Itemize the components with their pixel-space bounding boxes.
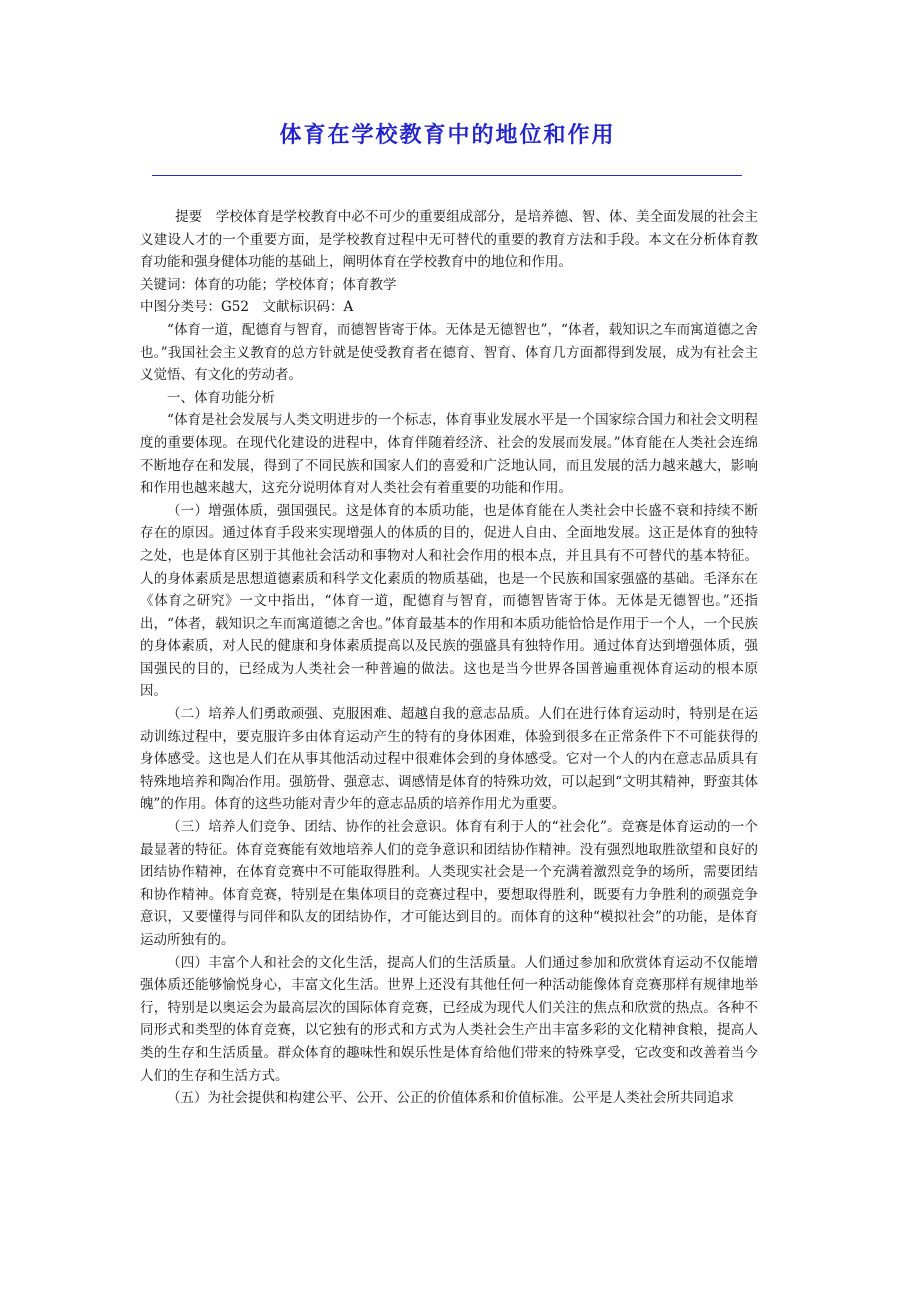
section-heading: 一、体育功能分析 [167, 389, 275, 406]
paragraph: （二）培养人们勇敢顽强、克服困难、超越自我的意志品质。人们在进行体育运动时，特别是在运动训练过程中，要克服许多由体育运动产生的特有的身体困难，体验到很多在正常条件下不可能获得的身体感受。这也是人们在从事其他活动过程中很难体会到的身体感受。它对一个人的内在意志品质具有特殊地培养和陶冶作用。强筋骨、强意志、调感情是体育的特殊功效，可以起到“文明其精神，野蛮其体魄”的作用。体育的这些功能对青少年的意志品质的培养作用尤为重要。 [140, 706, 758, 813]
paragraph: （三）培养人们竞争、团结、协作的社会意识。体育有利于人的“社会化”。竞赛是体育运动的一个最显著的特征。体育竞赛能有效地培养人们的竞争意识和团结协作精神。没有强烈地取胜欲望和良好的团结协作精神，在体育竞赛中不可能取得胜利。人类现实社会是一个充满着激烈竞争的场所，需要团结和协作精神。体育竞赛，特别是在集体项目的竞赛过程中，要想取得胜利，既要有力争胜利的顽强竞争意识，又要懂得与同伴和队友的团结协作，才可能达到目的。而体育的这种“模拟社会”的功能，是体育运动所独有的。 [140, 819, 758, 948]
classification-codes: 中图分类号：G52 文献标识码：A [140, 299, 354, 316]
page-title: 体育在学校教育中的地位和作用 [279, 123, 616, 148]
paragraph: （一）增强体质，强国强民。这是体育的本质功能，也是体育能在人类社会中长盛不衰和持续不断存在的原因。通过体育手段来实现增强人的体质的目的，促进人自由、全面地发展。这正是体育的独特之处，也是体育区别于其他社会活动和事物对人和社会作用的根本点，并且具有不可替代的基本特征。人的身体素质是思想道德素质和科学文化素质的物质基础，也是一个民族和国家强盛的基础。毛泽东在《体育之研究》一文中指出，“体育一道，配德育与智育，而德智皆寄于体。无体是无德智也。”还指出，“体者，载知识之车而寓道德之舍也。”体育最基本的作用和本质功能恰恰是作用于一个人，一个民族的身体素质，对人民的健康和身体素质提高以及民族的强盛具有独特作用。通过体育达到增强体质，强国强民的目的，已经成为人类社会一种普遍的做法。这也是当今世界各国普遍重视体育运动的根本原因。 [140, 502, 758, 700]
title-divider [152, 175, 742, 176]
paragraph: “体育是社会发展与人类文明进步的一个标志，体育事业发展水平是一个国家综合国力和社会文明程度的重要体现。在现代化建设的进程中，体育伴随着经济、社会的发展而发展。”体育能在人类社会连绵不断地存在和发展，得到了不同民族和国家人们的喜爱和广泛地认同，而且发展的活力越来越大，影响和作用也越来越大，这充分说明体育对人类社会有着重要的功能和作用。 [140, 412, 758, 497]
paragraph: （五）为社会提供和构建公平、公开、公正的价值体系和价值标准。公平是人类社会所共同追求 [167, 1090, 734, 1107]
article-body [140, 206, 758, 1110]
abstract: 提要 学校体育是学校教育中必不可少的重要组成部分，是培养德、智、体、美全面发展的社会主义建设人才的一个重要方面，是学校教育过程中无可替代的重要的教育方法和手段。本文在分析体育教育功能和强身健体功能的基础上，阐明体育在学校教育中的地位和作用。 [140, 209, 758, 271]
paragraph-intro: “体育一道，配德育与智育，而德智皆寄于体。无体是无德智也”，“体者，载知识之车而寓道德之舍也。”我国社会主义教育的总方针就是使受教育者在德育、智育、体育几方面都得到发展，成为有社会主义觉悟、有文化的劳动者。 [140, 321, 758, 384]
paragraph: （四）丰富个人和社会的文化生活，提高人们的生活质量。人们通过参加和欣赏体育运动不仅能增强体质还能够愉悦身心，丰富文化生活。世界上还没有其他任何一种活动能像体育竞赛那样有规律地举行，特别是以奥运会为最高层次的国际体育竞赛，已经成为现代人们关注的焦点和欣赏的热点。各种不同形式和类型的体育竞赛，以它独有的形式和方式为人类社会生产出丰富多彩的文化精神食粮，提高人类的生存和生活质量。群众体育的趣味性和娱乐性是体育给他们带来的特殊享受，它改变和改善着当今人们的生存和生活方式。 [140, 954, 758, 1084]
keywords: 关键词：体育的功能；学校体育；体育教学 [140, 276, 397, 293]
